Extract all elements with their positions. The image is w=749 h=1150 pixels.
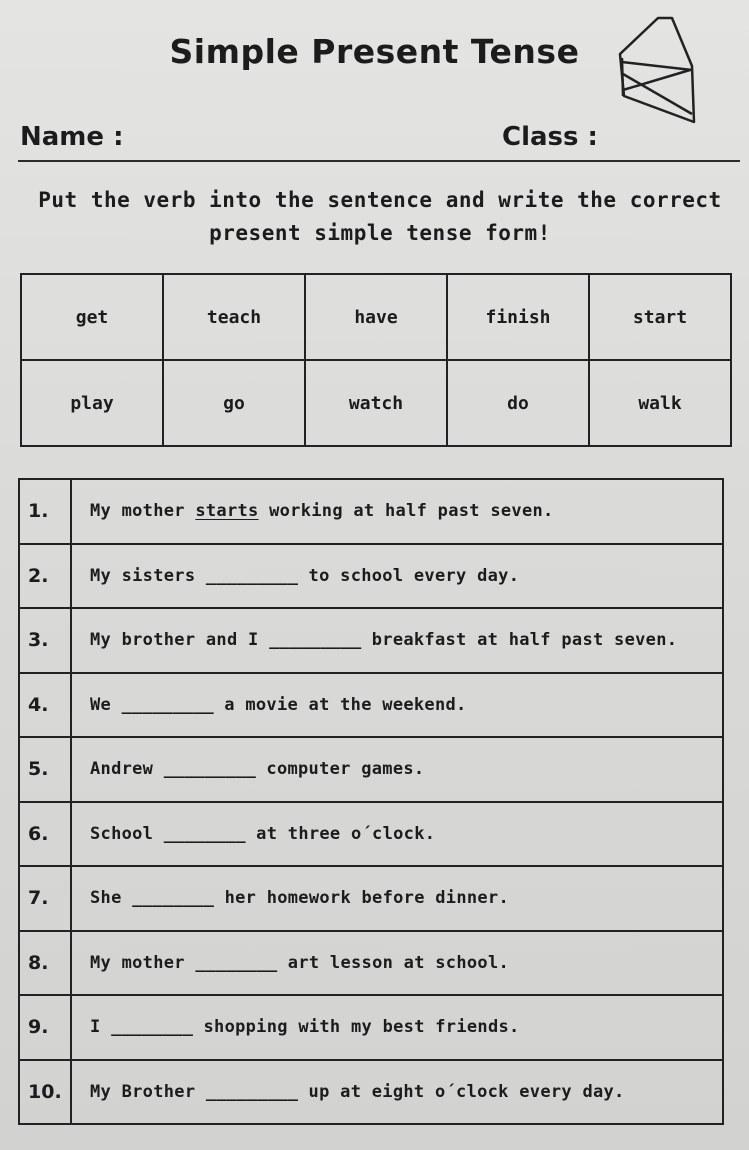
sentence-text <box>71 995 723 1060</box>
sentence-after: to school every day. <box>298 565 520 586</box>
verb-bank-row <box>21 274 731 360</box>
sentence-after: breakfast at half past seven. <box>361 630 678 651</box>
sentence-text <box>71 544 723 609</box>
sentence-before: Andrew <box>90 759 164 780</box>
sentence-number: 3. <box>19 608 71 673</box>
sentence-row <box>19 802 723 867</box>
instructions-line: Put the verb into the sentence and write the correct <box>38 188 722 212</box>
answer-blank[interactable]: ________ <box>163 823 246 844</box>
sentence-before: I <box>90 1017 112 1038</box>
sentence-number: 10. <box>19 1060 71 1125</box>
sentence-text <box>71 673 723 738</box>
sentence-text <box>71 608 723 673</box>
sentence-before: My sisters <box>90 565 206 586</box>
verb-cell: teach <box>163 274 305 360</box>
sentence-after: art lesson at school. <box>277 952 510 973</box>
verb-cell: have <box>305 274 447 360</box>
sentence-before: We <box>90 694 122 715</box>
verb-cell: finish <box>447 274 589 360</box>
name-label: Name : <box>20 122 124 152</box>
answer-blank[interactable]: _________ <box>121 694 214 715</box>
answer-filled: starts <box>195 501 259 522</box>
verb-cell: walk <box>589 360 731 446</box>
sentence-before: My Brother <box>90 1081 206 1102</box>
instructions-line: present simple tense form! <box>209 221 551 245</box>
verb-cell: get <box>21 274 163 360</box>
verb-cell: do <box>447 360 589 446</box>
sentence-table <box>18 478 724 1125</box>
sentence-row <box>19 479 723 544</box>
sentence-text <box>71 931 723 996</box>
answer-blank[interactable]: _________ <box>269 630 362 651</box>
verb-cell: play <box>21 360 163 446</box>
sentence-number: 8. <box>19 931 71 996</box>
sentence-row <box>19 1060 723 1125</box>
sentence-before: My mother <box>90 501 196 522</box>
sentence-text <box>71 479 723 544</box>
verb-bank-table <box>20 273 732 447</box>
verb-bank-row <box>21 360 731 446</box>
verb-cell: go <box>163 360 305 446</box>
header-divider <box>18 160 740 162</box>
verb-cell: watch <box>305 360 447 446</box>
answer-blank[interactable]: _________ <box>163 759 256 780</box>
sentence-row <box>19 673 723 738</box>
sentence-after: at three o´clock. <box>245 823 436 844</box>
sentence-before: My brother and I <box>90 630 270 651</box>
sentence-text <box>71 802 723 867</box>
answer-blank[interactable]: _________ <box>205 1081 299 1102</box>
sentence-text <box>71 1060 723 1125</box>
instructions <box>10 184 749 250</box>
answer-blank[interactable]: ________ <box>111 1017 193 1038</box>
sentence-number: 6. <box>19 802 71 867</box>
sentence-after: a movie at the weekend. <box>213 694 467 715</box>
sentence-after: computer games. <box>255 759 425 780</box>
sentence-after: up at eight o´clock every day. <box>298 1081 625 1102</box>
answer-blank[interactable]: ________ <box>132 888 215 909</box>
sentence-after: her homework before dinner. <box>214 888 510 909</box>
sentence-text <box>71 737 723 802</box>
sentence-text <box>71 866 723 931</box>
sentence-row <box>19 866 723 931</box>
answer-blank[interactable]: _________ <box>205 565 299 586</box>
sentence-number: 9. <box>19 995 71 1060</box>
sentence-row <box>19 995 723 1060</box>
sentence-after: working at half past seven. <box>258 501 554 522</box>
answer-blank[interactable]: ________ <box>195 952 278 973</box>
sentence-after: shopping with my best friends. <box>192 1017 520 1038</box>
sentence-number: 4. <box>19 673 71 738</box>
sentence-row <box>19 608 723 673</box>
house-doodle-icon <box>614 14 698 126</box>
sentence-number: 7. <box>19 866 71 931</box>
worksheet-title: Simple Present Tense <box>169 32 580 71</box>
sentence-before: School <box>90 823 164 844</box>
sentence-row <box>19 737 723 802</box>
verb-cell: start <box>589 274 731 360</box>
sentence-row <box>19 931 723 996</box>
sentence-row <box>19 544 723 609</box>
class-label: Class : <box>502 122 598 152</box>
sentence-before: My mother <box>90 952 196 973</box>
sentence-number: 5. <box>19 737 71 802</box>
sentence-number: 1. <box>19 479 71 544</box>
sentence-before: She <box>90 888 133 909</box>
sentence-number: 2. <box>19 544 71 609</box>
